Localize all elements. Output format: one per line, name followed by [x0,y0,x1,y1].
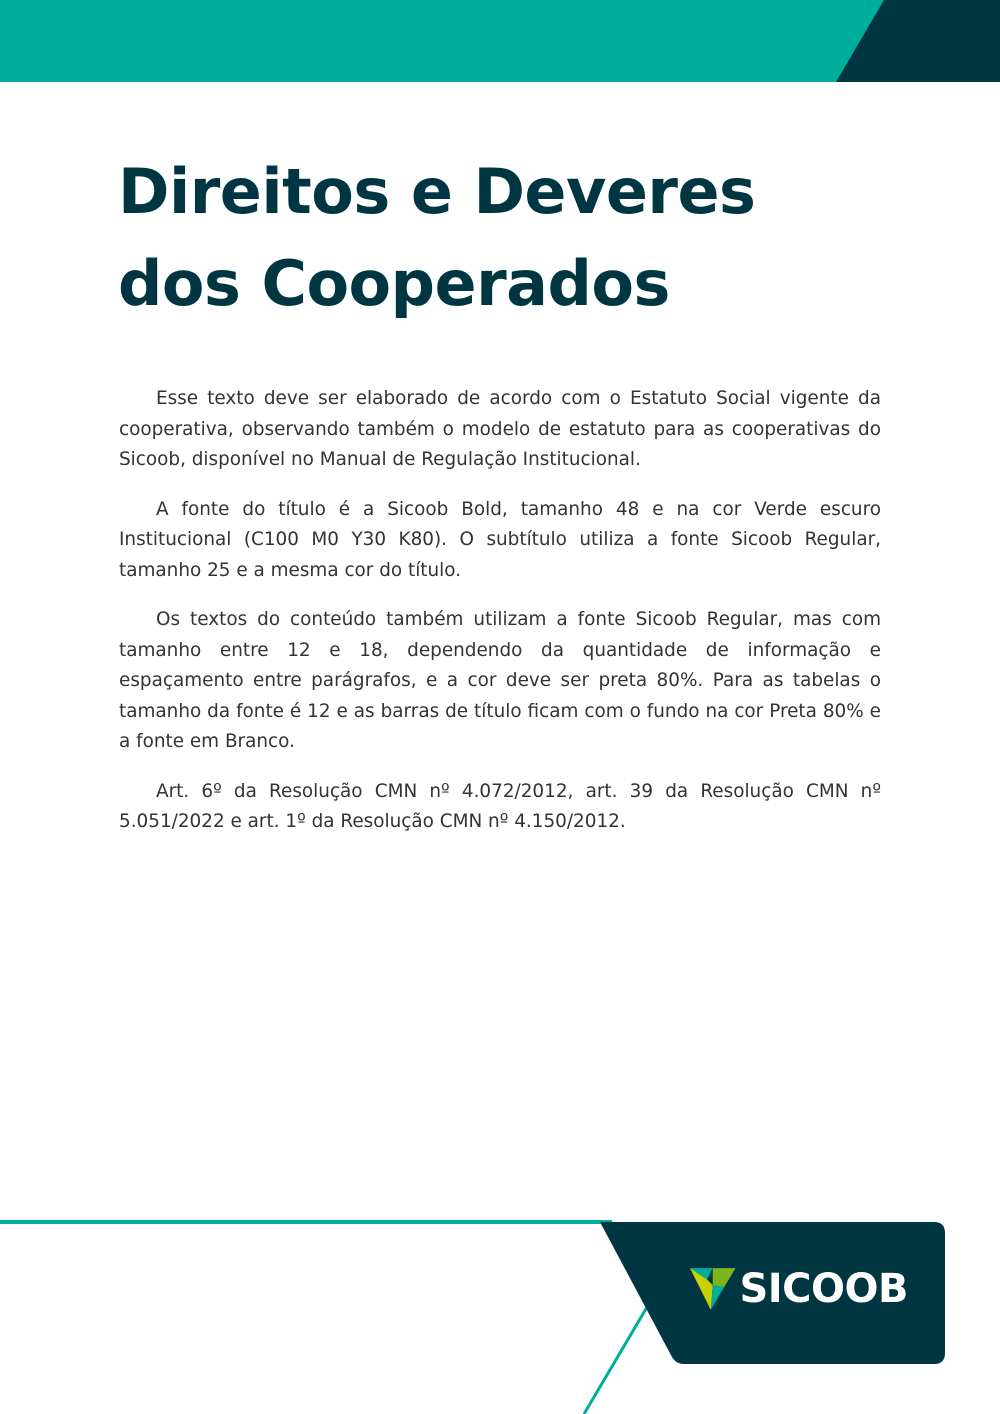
footer-teal-line [0,1220,612,1224]
title-line-2: dos Cooperados [118,247,670,320]
page-title [118,146,918,330]
header-band [0,0,1000,82]
sicoob-logo-text: SICOOB [739,1266,908,1312]
paragraph-legal-reference: Art. 6º da Resolução CMN nº 4.072/2012, art. 39 da Resolução CMN nº 5.051/2022 e art. 1º da Resolução CMN nº 4.150/2012. [119,780,881,832]
body-content [119,384,881,857]
paragraph-statute: Esse texto deve ser elaborado de acordo com o Estatuto Social vigente da cooperativa, observando também o modelo de estatuto para as cooperativas do Sicoob, disponível no Manual de Regulação Institucional. [119,388,881,470]
footer-diagonal-line [584,1302,650,1414]
sicoob-logo [688,1262,908,1316]
paragraph-content-font: Os textos do conteúdo também utilizam a fonte Sicoob Regular, mas com tamanho entre 12 e 18, dependendo da quantidade de informação e espaçamento entre parágrafos, e a cor deve ser preta 80%. Para as tabelas o tamanho da fonte é 12 e as barras de título ficam com o fundo na cor Preta 80% e a fonte em Branco. [119,609,881,752]
title-line-1: Direitos e Deveres [118,155,756,228]
paragraph-title-font: A fonte do título é a Sicoob Bold, tamanho 48 e na cor Verde escuro Institucional (C100 M0 Y30 K80). O subtítulo utiliza a fonte Sicoob Regular, tamanho 25 e a mesma cor do título. [119,498,881,581]
sicoob-logo-icon [688,1263,737,1315]
